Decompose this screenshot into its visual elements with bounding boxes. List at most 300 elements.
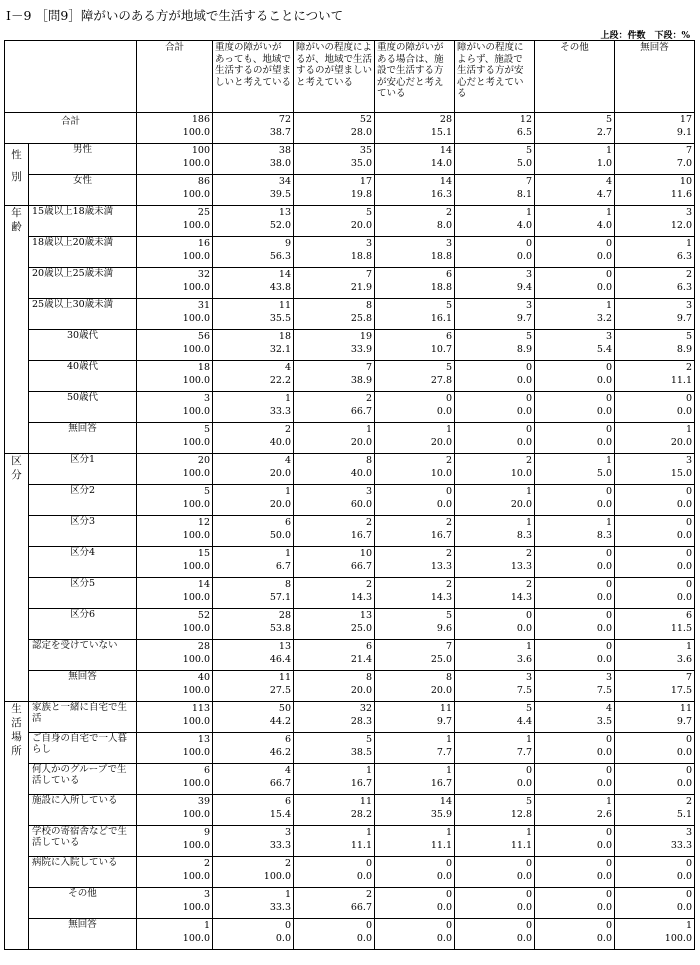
value-cell xyxy=(375,919,455,950)
count-value: 6 xyxy=(365,641,372,652)
percent-value: 0.0 xyxy=(436,406,452,417)
count-value: 8 xyxy=(365,300,372,311)
count-value: 4 xyxy=(605,703,612,714)
row-label: 何人かのグループで生活している xyxy=(29,764,137,795)
count-value: 9 xyxy=(284,238,291,249)
column-header: 重度の障がいがある場合は、施設で生活する方が安心だと考えている xyxy=(375,41,455,113)
percent-value: 9.7 xyxy=(676,313,692,324)
table-row xyxy=(5,609,695,640)
value-cell xyxy=(535,516,615,547)
row-label: 区分6 xyxy=(29,609,137,640)
percent-value: 0.0 xyxy=(356,933,372,944)
row-label: 区分1 xyxy=(29,454,137,485)
value-cell xyxy=(137,547,213,578)
count-value: 31 xyxy=(197,300,210,311)
count-value: 3 xyxy=(525,300,532,311)
count-value: 17 xyxy=(359,176,372,187)
count-value: 2 xyxy=(445,548,452,559)
percent-value: 0.0 xyxy=(676,747,692,758)
value-cell xyxy=(455,671,535,702)
count-value: 2 xyxy=(284,858,291,869)
percent-value: 3.2 xyxy=(596,313,612,324)
percent-value: 100.0 xyxy=(182,406,210,417)
percent-value: 0.0 xyxy=(436,933,452,944)
percent-value: 20.0 xyxy=(269,468,291,479)
percent-value: 6.3 xyxy=(676,282,692,293)
value-cell xyxy=(375,764,455,795)
percent-value: 12.8 xyxy=(510,809,532,820)
group-label xyxy=(5,454,29,702)
count-value: 0 xyxy=(445,889,452,900)
table-row xyxy=(5,919,695,950)
corner-cell xyxy=(5,41,137,113)
count-value: 4 xyxy=(284,455,291,466)
count-value: 4 xyxy=(284,362,291,373)
value-cell xyxy=(213,237,294,268)
count-value: 7 xyxy=(445,641,452,652)
value-cell xyxy=(615,640,695,671)
count-value: 28 xyxy=(278,610,291,621)
percent-value: 16.7 xyxy=(430,530,452,541)
group-label xyxy=(5,206,29,454)
value-cell xyxy=(137,330,213,361)
percent-value: 57.1 xyxy=(269,592,291,603)
count-value: 2 xyxy=(365,889,372,900)
percent-value: 53.8 xyxy=(269,623,291,634)
value-cell xyxy=(137,578,213,609)
group-label xyxy=(5,702,29,950)
percent-value: 28.2 xyxy=(350,809,372,820)
value-cell xyxy=(294,392,375,423)
count-value: 0 xyxy=(605,734,612,745)
value-cell xyxy=(455,113,535,144)
value-cell xyxy=(213,392,294,423)
count-value: 3 xyxy=(365,486,372,497)
percent-value: 9.7 xyxy=(436,716,452,727)
percent-value: 10.0 xyxy=(510,468,532,479)
count-value: 3 xyxy=(203,889,210,900)
row-label: 無回答 xyxy=(29,671,137,702)
count-value: 0 xyxy=(525,362,532,373)
percent-value: 33.3 xyxy=(269,902,291,913)
value-cell xyxy=(375,516,455,547)
percent-value: 7.0 xyxy=(676,158,692,169)
value-cell xyxy=(375,702,455,733)
value-cell xyxy=(615,516,695,547)
count-value: 6 xyxy=(445,269,452,280)
header-row xyxy=(5,41,695,113)
row-label: 認定を受けていない xyxy=(29,640,137,671)
value-cell xyxy=(294,609,375,640)
percent-value: 0.0 xyxy=(516,778,532,789)
percent-value: 18.8 xyxy=(350,251,372,262)
count-value: 1 xyxy=(605,300,612,311)
count-value: 52 xyxy=(359,114,372,125)
count-value: 0 xyxy=(605,393,612,404)
count-value: 5 xyxy=(445,362,452,373)
value-cell xyxy=(535,733,615,764)
value-cell xyxy=(615,857,695,888)
value-cell xyxy=(137,919,213,950)
percent-value: 0.0 xyxy=(356,871,372,882)
percent-value: 0.0 xyxy=(596,778,612,789)
count-value: 0 xyxy=(605,641,612,652)
count-value: 3 xyxy=(685,207,692,218)
value-cell xyxy=(455,578,535,609)
value-cell xyxy=(213,640,294,671)
count-value: 0 xyxy=(685,734,692,745)
value-cell xyxy=(213,733,294,764)
count-value: 0 xyxy=(605,858,612,869)
value-cell xyxy=(615,578,695,609)
percent-value: 7.7 xyxy=(516,747,532,758)
percent-value: 5.0 xyxy=(596,468,612,479)
count-value: 0 xyxy=(605,827,612,838)
percent-value: 25.0 xyxy=(350,623,372,634)
count-value: 86 xyxy=(197,176,210,187)
count-value: 0 xyxy=(685,486,692,497)
count-value: 5 xyxy=(203,486,210,497)
count-value: 2 xyxy=(685,269,692,280)
value-cell xyxy=(375,888,455,919)
value-cell xyxy=(213,361,294,392)
percent-value: 15.1 xyxy=(430,127,452,138)
count-value: 4 xyxy=(605,176,612,187)
percent-value: 0.0 xyxy=(516,933,532,944)
percent-value: 35.5 xyxy=(269,313,291,324)
value-cell xyxy=(137,826,213,857)
value-cell xyxy=(455,330,535,361)
value-cell xyxy=(213,857,294,888)
value-cell xyxy=(137,888,213,919)
value-cell xyxy=(213,485,294,516)
percent-value: 0.0 xyxy=(516,251,532,262)
value-cell xyxy=(535,764,615,795)
percent-value: 100.0 xyxy=(182,933,210,944)
group-label-text: 性別 xyxy=(11,149,22,183)
value-cell xyxy=(213,919,294,950)
value-cell xyxy=(375,299,455,330)
row-label: 男性 xyxy=(29,144,137,175)
row-label: 区分4 xyxy=(29,547,137,578)
percent-value: 0.0 xyxy=(676,778,692,789)
value-cell xyxy=(375,423,455,454)
count-value: 1 xyxy=(605,796,612,807)
value-cell xyxy=(294,640,375,671)
percent-value: 100.0 xyxy=(182,592,210,603)
value-cell xyxy=(615,330,695,361)
count-value: 3 xyxy=(605,672,612,683)
value-cell xyxy=(375,547,455,578)
count-value: 1 xyxy=(685,641,692,652)
percent-value: 100.0 xyxy=(182,158,210,169)
count-value: 11 xyxy=(278,672,291,683)
count-value: 2 xyxy=(525,455,532,466)
value-cell xyxy=(535,175,615,206)
value-cell xyxy=(535,609,615,640)
count-value: 5 xyxy=(525,145,532,156)
value-cell xyxy=(615,392,695,423)
count-value: 34 xyxy=(278,176,291,187)
value-cell xyxy=(375,330,455,361)
count-value: 8 xyxy=(445,672,452,683)
percent-value: 4.0 xyxy=(596,220,612,231)
percent-value: 20.0 xyxy=(350,685,372,696)
percent-value: 14.3 xyxy=(510,592,532,603)
percent-value: 12.0 xyxy=(670,220,692,231)
count-value: 0 xyxy=(525,765,532,776)
count-value: 6 xyxy=(685,610,692,621)
count-value: 2 xyxy=(445,517,452,528)
percent-value: 13.3 xyxy=(510,561,532,572)
value-cell xyxy=(375,144,455,175)
percent-value: 15.4 xyxy=(269,809,291,820)
count-value: 3 xyxy=(525,672,532,683)
value-cell xyxy=(455,206,535,237)
value-cell xyxy=(137,795,213,826)
table-row xyxy=(5,113,695,144)
count-value: 14 xyxy=(197,579,210,590)
count-value: 7 xyxy=(685,145,692,156)
value-cell xyxy=(137,175,213,206)
percent-value: 0.0 xyxy=(596,623,612,634)
count-value: 3 xyxy=(365,238,372,249)
value-cell xyxy=(535,857,615,888)
value-cell xyxy=(294,547,375,578)
percent-value: 33.3 xyxy=(269,840,291,851)
count-value: 5 xyxy=(365,734,372,745)
table-row xyxy=(5,516,695,547)
percent-value: 50.0 xyxy=(269,530,291,541)
percent-value: 38.9 xyxy=(350,375,372,386)
count-value: 7 xyxy=(365,269,372,280)
value-cell xyxy=(615,423,695,454)
count-value: 11 xyxy=(359,796,372,807)
count-value: 1 xyxy=(445,734,452,745)
value-cell xyxy=(535,330,615,361)
percent-value: 38.0 xyxy=(269,158,291,169)
count-value: 11 xyxy=(679,703,692,714)
value-cell xyxy=(375,826,455,857)
value-cell xyxy=(375,175,455,206)
percent-value: 40.0 xyxy=(269,437,291,448)
count-value: 0 xyxy=(605,486,612,497)
percent-value: 66.7 xyxy=(350,561,372,572)
percent-value: 16.7 xyxy=(430,778,452,789)
value-cell xyxy=(213,299,294,330)
value-cell xyxy=(294,268,375,299)
value-cell xyxy=(535,640,615,671)
value-cell xyxy=(213,795,294,826)
percent-value: 5.4 xyxy=(596,344,612,355)
value-cell xyxy=(294,144,375,175)
value-cell xyxy=(615,268,695,299)
value-cell xyxy=(213,206,294,237)
percent-value: 8.9 xyxy=(676,344,692,355)
value-cell xyxy=(615,702,695,733)
value-cell xyxy=(375,206,455,237)
value-cell xyxy=(455,361,535,392)
count-value: 0 xyxy=(605,362,612,373)
row-label: 女性 xyxy=(29,175,137,206)
count-value: 0 xyxy=(685,548,692,559)
percent-value: 27.5 xyxy=(269,685,291,696)
percent-value: 0.0 xyxy=(596,251,612,262)
value-cell xyxy=(455,640,535,671)
count-value: 3 xyxy=(203,393,210,404)
value-cell xyxy=(294,578,375,609)
count-value: 7 xyxy=(685,672,692,683)
value-cell xyxy=(535,547,615,578)
count-value: 11 xyxy=(439,703,452,714)
count-value: 0 xyxy=(445,858,452,869)
count-value: 18 xyxy=(278,331,291,342)
percent-value: 6.3 xyxy=(676,251,692,262)
count-value: 1 xyxy=(284,548,291,559)
percent-value: 100.0 xyxy=(182,344,210,355)
row-label: 15歳以上18歳未満 xyxy=(29,206,137,237)
row-label: 50歳代 xyxy=(29,392,137,423)
percent-value: 66.7 xyxy=(269,778,291,789)
value-cell xyxy=(615,671,695,702)
value-cell xyxy=(455,826,535,857)
value-cell xyxy=(455,485,535,516)
value-cell xyxy=(455,175,535,206)
count-value: 0 xyxy=(685,858,692,869)
percent-value: 11.6 xyxy=(670,189,692,200)
value-cell xyxy=(137,702,213,733)
count-value: 6 xyxy=(284,734,291,745)
count-value: 4 xyxy=(284,765,291,776)
row-label: 施設に入所している xyxy=(29,795,137,826)
percent-value: 100.0 xyxy=(182,189,210,200)
row-label: その他 xyxy=(29,888,137,919)
count-value: 14 xyxy=(439,176,452,187)
percent-value: 33.3 xyxy=(269,406,291,417)
percent-value: 100.0 xyxy=(182,499,210,510)
value-cell xyxy=(615,237,695,268)
value-cell xyxy=(455,516,535,547)
value-cell xyxy=(375,640,455,671)
value-cell xyxy=(213,826,294,857)
value-cell xyxy=(455,547,535,578)
count-value: 5 xyxy=(525,331,532,342)
row-label: ご自身の自宅で一人暮らし xyxy=(29,733,137,764)
percent-value: 20.0 xyxy=(350,220,372,231)
value-cell xyxy=(213,268,294,299)
percent-value: 21.4 xyxy=(350,654,372,665)
percent-value: 8.3 xyxy=(596,530,612,541)
table-row xyxy=(5,237,695,268)
percent-value: 0.0 xyxy=(596,592,612,603)
percent-value: 27.8 xyxy=(430,375,452,386)
count-value: 6 xyxy=(203,765,210,776)
percent-value: 0.0 xyxy=(516,902,532,913)
percent-value: 25.8 xyxy=(350,313,372,324)
value-cell xyxy=(535,392,615,423)
value-cell xyxy=(535,485,615,516)
count-value: 6 xyxy=(445,331,452,342)
row-label: 区分5 xyxy=(29,578,137,609)
value-cell xyxy=(137,237,213,268)
table-row xyxy=(5,547,695,578)
value-cell xyxy=(294,795,375,826)
count-value: 2 xyxy=(525,548,532,559)
value-cell xyxy=(213,578,294,609)
percent-value: 8.9 xyxy=(516,344,532,355)
percent-value: 0.0 xyxy=(676,499,692,510)
count-value: 12 xyxy=(519,114,532,125)
count-value: 5 xyxy=(525,703,532,714)
count-value: 1 xyxy=(365,827,372,838)
value-cell xyxy=(213,671,294,702)
row-label: 40歳代 xyxy=(29,361,137,392)
value-cell xyxy=(294,299,375,330)
table-row xyxy=(5,888,695,919)
value-cell xyxy=(294,516,375,547)
percent-value: 46.4 xyxy=(269,654,291,665)
count-value: 1 xyxy=(605,207,612,218)
table-row xyxy=(5,578,695,609)
percent-value: 0.0 xyxy=(596,437,612,448)
value-cell xyxy=(615,113,695,144)
value-cell xyxy=(375,795,455,826)
percent-value: 52.0 xyxy=(269,220,291,231)
table-row xyxy=(5,826,695,857)
count-value: 3 xyxy=(445,238,452,249)
value-cell xyxy=(535,795,615,826)
value-cell xyxy=(615,206,695,237)
value-cell xyxy=(615,299,695,330)
value-cell xyxy=(213,113,294,144)
value-cell xyxy=(137,423,213,454)
value-cell xyxy=(137,299,213,330)
table-row xyxy=(5,268,695,299)
percent-value: 4.0 xyxy=(516,220,532,231)
row-label: 病院に入院している xyxy=(29,857,137,888)
percent-value: 11.5 xyxy=(670,623,692,634)
count-value: 7 xyxy=(365,362,372,373)
count-value: 0 xyxy=(284,920,291,931)
count-value: 1 xyxy=(525,207,532,218)
count-value: 1 xyxy=(685,920,692,931)
percent-value: 100.0 xyxy=(182,282,210,293)
percent-value: 14.3 xyxy=(350,592,372,603)
value-cell xyxy=(213,144,294,175)
count-value: 0 xyxy=(605,579,612,590)
count-value: 25 xyxy=(197,207,210,218)
value-cell xyxy=(294,826,375,857)
percent-value: 100.0 xyxy=(182,623,210,634)
count-value: 14 xyxy=(439,796,452,807)
percent-value: 4.7 xyxy=(596,189,612,200)
count-value: 1 xyxy=(284,486,291,497)
count-value: 6 xyxy=(284,796,291,807)
count-value: 19 xyxy=(359,331,372,342)
percent-value: 100.0 xyxy=(182,220,210,231)
value-cell xyxy=(535,578,615,609)
value-cell xyxy=(294,206,375,237)
count-value: 1 xyxy=(525,827,532,838)
percent-value: 35.0 xyxy=(350,158,372,169)
count-value: 0 xyxy=(605,424,612,435)
count-value: 1 xyxy=(284,393,291,404)
percent-value: 6.5 xyxy=(516,127,532,138)
count-value: 8 xyxy=(365,672,372,683)
percent-value: 100.0 xyxy=(263,871,291,882)
value-cell xyxy=(455,919,535,950)
count-value: 1 xyxy=(365,424,372,435)
